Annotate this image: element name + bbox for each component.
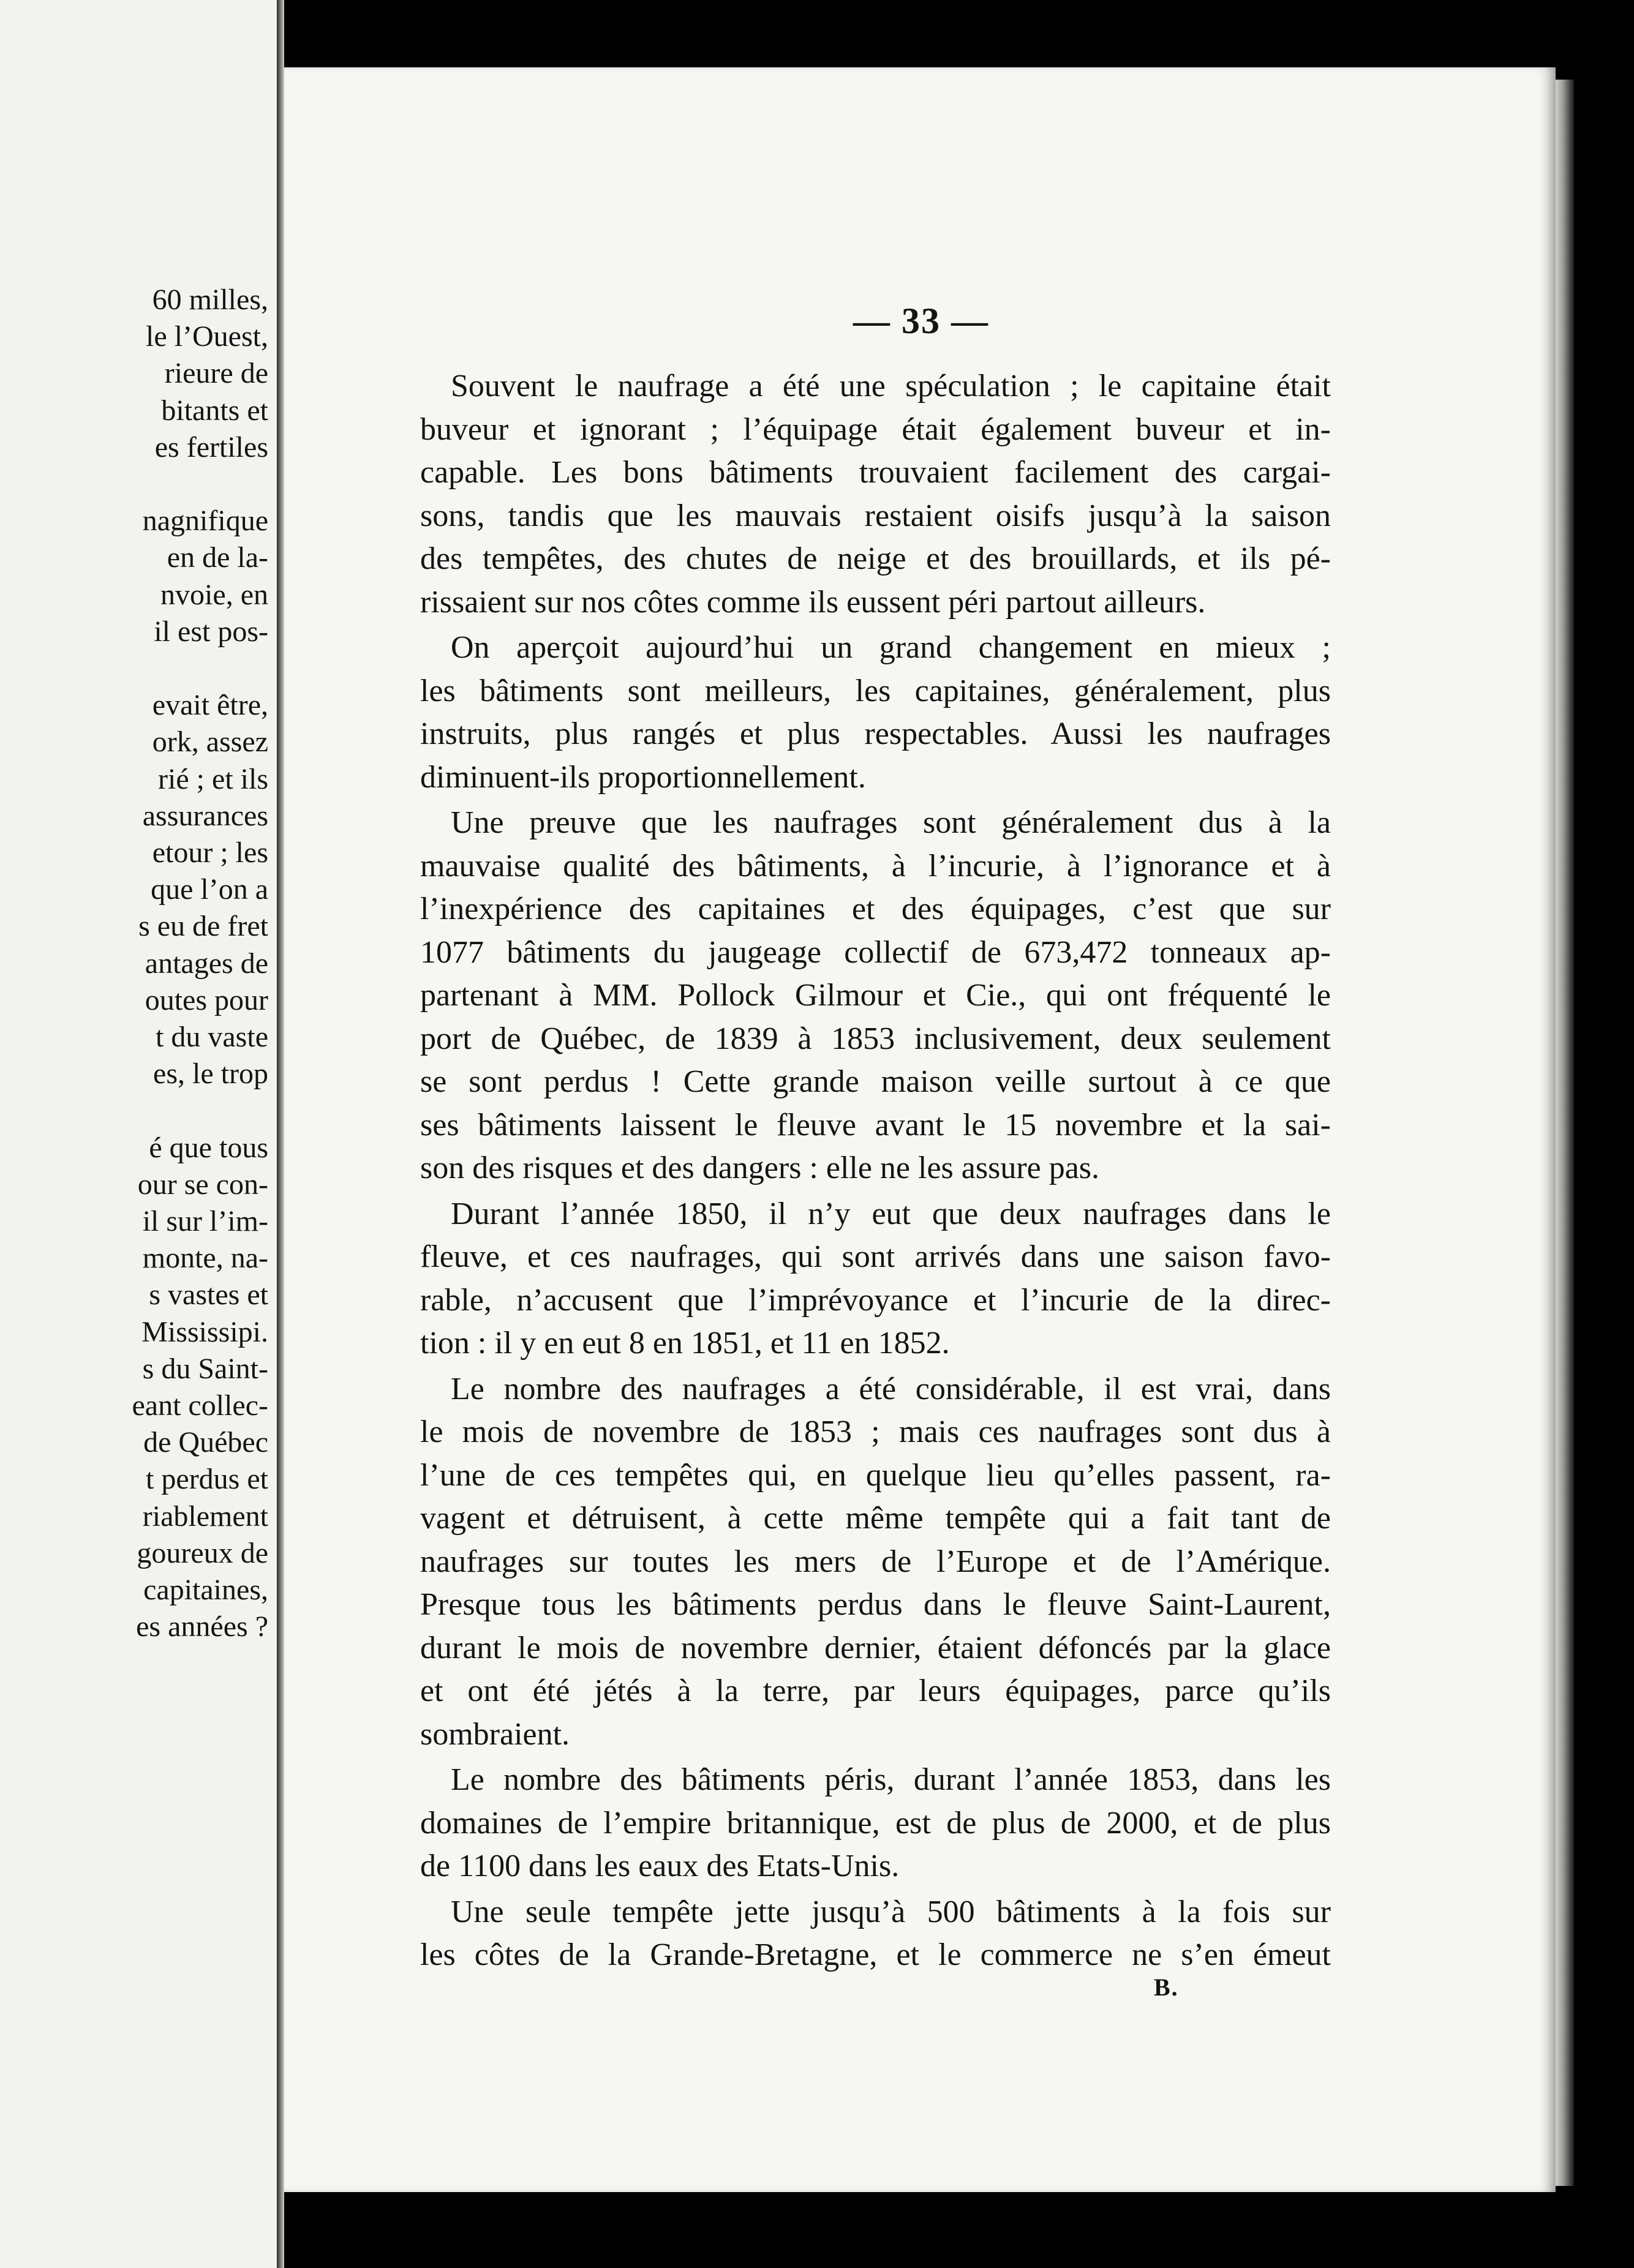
text-line: capable. Les bons bâtiments trouvaient facilement des cargai- [420,455,1331,490]
left-page-line: 60 milles, [152,284,268,316]
left-page-line: rié ; et ils [158,762,268,795]
left-page-line: nagnifique [142,505,268,538]
left-page-line: monte, na- [142,1242,268,1275]
text-line: buveur et ignorant ; l’équipage était également buveur et in- [420,411,1331,447]
left-page-line: de Québec [143,1426,268,1459]
text-line: diminuent-ils proportionnellement. [420,759,866,795]
paragraph [420,1193,1614,1365]
left-page-line: en de la- [167,541,268,574]
left-page-line: il sur l’im- [142,1205,268,1237]
text-line: Une preuve que les naufrages sont généralement dus à la [451,805,1331,840]
signature-mark: B. [1154,1973,1179,2001]
text-line: 1077 bâtiments du jaugeage collectif de 673,472 tonneaux ap- [420,934,1331,970]
left-page-line: bitants et [161,394,268,427]
left-page-line: evait être, [152,689,268,722]
page-edge [1556,80,1574,2186]
text-line: rissaient sur nos côtes comme ils eussent péri partout ailleurs. [420,584,1206,620]
left-page-line: riablement [142,1500,268,1533]
text-line: le mois de novembre de 1853 ; mais ces naufrages sont dus à [420,1414,1331,1449]
text-line: son des risques et des dangers : elle ne les assure pas. [420,1151,1100,1185]
left-page-line: es années ? [136,1610,268,1643]
left-page-line: es fertiles [154,430,268,464]
book-page [284,67,1556,2192]
left-page-line: eant collec- [132,1389,268,1422]
book-gutter [277,0,284,2268]
text-line: Le nombre des bâtiments péris, durant l’année 1853, dans les [451,1762,1331,1797]
left-page-line: il est pos- [154,615,268,648]
left-page-line: assurances [142,799,268,832]
text-line: domaines de l’empire britannique, est de plus de 2000, et de plus [420,1805,1331,1841]
text-line: Le nombre des naufrages a été considérable, il est vrai, dans [451,1371,1331,1406]
text-line: instruits, plus rangés et plus respectables. Aussi les naufrages [420,716,1331,751]
text-line: sons, tandis que les mauvais restaient oisifs jusqu’à la saison [420,498,1331,533]
paragraph [420,1891,1614,1977]
left-page-line: t perdus et [146,1463,268,1496]
left-page-line: s vastes et [149,1279,268,1312]
left-page-line: Mississipi. [141,1315,268,1348]
text-line: ses bâtiments laissent le fleuve avant le 15 novembre et la sai- [420,1107,1331,1143]
text-line: vagent et détruisent, à cette même tempête qui a fait tant de [420,1501,1331,1536]
paragraph [420,1368,1614,1757]
left-page-line: é que tous [149,1131,268,1164]
left-page-line: rieure de [164,357,268,390]
left-page-line: que l’on a [151,873,268,906]
text-line: mauvaise qualité des bâtiments, à l’incurie, à l’ignorance et à [420,848,1331,884]
left-page-line: le l’Ouest, [146,320,268,353]
left-page-line: outes pour [145,983,268,1016]
paragraph [420,802,1614,1190]
text-line: durant le mois de novembre dernier, étaient défoncés par la glace [420,1630,1331,1665]
text-line: et ont été jétés à la terre, par leurs équipages, parce qu’ils [420,1673,1331,1708]
text-line: Durant l’année 1850, il n’y eut que deux naufrages dans le [451,1196,1331,1231]
left-page-line: es, le trop [153,1057,268,1091]
text-line: l’une de ces tempêtes qui, en quelque lieu qu’elles passent, ra- [420,1457,1331,1493]
left-page-line: s eu de fret [138,910,268,943]
left-page-line: ork, assez [152,726,268,759]
left-page-line: etour ; les [152,836,268,869]
text-line: des tempêtes, des chutes de neige et des brouillards, et ils pé- [420,541,1331,576]
text-line: fleuve, et ces naufrages, qui sont arrivés dans une saison favo- [420,1239,1331,1274]
text-line: Presque tous les bâtiments perdus dans le fleuve Saint-Laurent, [420,1587,1331,1622]
text-line: rable, n’accusent que l’imprévoyance et l’incurie de la direc- [420,1282,1331,1318]
paragraph [420,1759,1614,1888]
text-line: partenant à MM. Pollock Gilmour et Cie., qui ont fréquenté le [420,978,1331,1013]
text-line: sombraient. [420,1716,570,1752]
text-line: se sont perdus ! Cette grande maison veille surtout à ce que [420,1064,1331,1099]
left-page-line: antages de [145,947,268,980]
left-page-line: t du vaste [156,1021,268,1053]
left-page-line: s du Saint- [142,1352,268,1385]
left-page-line: nvoie, en [160,578,268,611]
left-page-line: capitaines, [143,1574,268,1606]
text-line: les côtes de la Grande-Bretagne, et le commerce ne s’en émeut [420,1937,1331,1972]
text-line: port de Québec, de 1839 à 1853 inclusivement, deux seulement [420,1021,1331,1056]
text-line: Une seule tempête jette jusqu’à 500 bâtiments à la fois sur [451,1894,1331,1929]
page-number: — 33 — [853,301,989,341]
text-line: On aperçoit aujourd’hui un grand changement en mieux ; [451,630,1331,665]
text-line: l’inexpérience des capitaines et des équipages, c’est que sur [420,892,1331,926]
paragraph [420,626,1614,799]
paragraph [420,365,1614,624]
text-line: les bâtiments sont meilleurs, les capitaines, généralement, plus [420,673,1331,708]
page-body [420,365,1614,1977]
text-line: de 1100 dans les eaux des Etats-Unis. [420,1849,900,1883]
previous-page-fragment [0,0,277,2268]
text-line: tion : il y en eut 8 en 1851, et 11 en 1852. [420,1326,950,1361]
left-page-line: goureux de [137,1536,268,1569]
text-line: naufrages sur toutes les mers de l’Europe et de l’Amérique. [420,1544,1331,1579]
text-line: Souvent le naufrage a été une spéculation ; le capitaine était [451,369,1331,404]
left-page-line: our se con- [137,1168,268,1201]
